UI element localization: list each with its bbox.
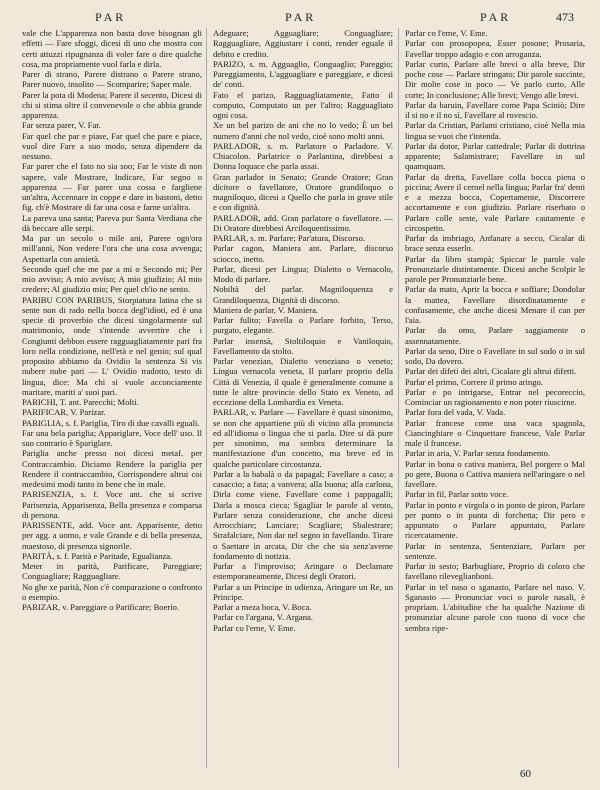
entry-paragraph: Parlar a la babalà o da papagal; Favellare a caso; a casaccio; a fata; a vanvera; alla buona; alla carlona, Dirla come viene. Favellare come i pappagalli; Darla a mosca cieca; Sgagliar le parole al vento, Parlare senza considerazione, che anche dicesi Arrocchiare; Lanciare; Scagliare; Sbalestrare; Strafalciare, Non dar nel segno in favellando. Tirare o Saettare in arcata, Dir che che sia senz'averne fondamento di notizia.: [213, 468, 393, 561]
entry-paragraph: La pareva una santa; Pareva pur Santa Verdiana che dà beccare alle serpi.: [22, 212, 202, 233]
entry-paragraph: Parlar co l'argana, V. Argana.: [213, 612, 313, 623]
entry-paragraph: PARIFICAR, V. Parizar.: [22, 407, 106, 418]
entry-paragraph: Parlar da omo, Parlare saggiamente o assennatamente.: [405, 325, 585, 346]
entry-paragraph: PARIZO, s. m. Agguaglio, Conguaglio; Pareggio; Pareggiamento, L'agguagliare e pareggiare, e dicesi de' conti.: [213, 58, 393, 90]
entry-paragraph: Parer di strano, Parere distrano o Parere strano, Parer nuovo, insolito — Scomparire; Saper male.: [22, 69, 202, 90]
entry-paragraph: Parlar fulito; Favella o Parlare forbito, Terso, purgato, elegante.: [213, 315, 393, 336]
entry-paragraph: Parlar co l'eme, V. Eme.: [213, 622, 296, 633]
entry-paragraph: Maniera de parlar, V. Maniera.: [213, 304, 319, 315]
entry-paragraph: Parlar el primo, Correre il primo aringo.: [405, 376, 543, 387]
entry-paragraph: Parlar fora del vada, V. Vada.: [405, 407, 506, 418]
entry-paragraph: Parlar da dretta, Favellare colla bocca piena o piccina; Avere il cernel nella lingua; Parlar fra' denti e a mezza bocca, Copertamente, Discorrere accortamente e con giudizio. Parlare riserbato o Parlare colle seste, vale Parlare cautamente e circospetto.: [405, 171, 585, 233]
entry-paragraph: Parlar da mato, Aprir la bocca e soffiare; Dondolar la mattea, Favellare disordinatamente e confusamente, che anche dicesi Menare il can per l'aia.: [405, 284, 585, 325]
entry-paragraph: Gran parlador in Senato; Grande Oratore; Gran dicitore o favellatore, Oratore grandiloquo o magniloquo, dicesi a Quello che parla in grave stile e con dignità.: [213, 171, 393, 213]
entry-paragraph: Pariglia anche presso noi dicesi metaf. per Contraccambio. Diciamo Rendere la pariglia per Rendere il contraccambio, Corrispondere altrui coi medesimi modi tanto in bene che in male.: [22, 448, 202, 489]
entry-paragraph: Parlar con prosopopea, Esser posone; Prosaria, Favellar troppo adagio e con arroganza.: [405, 38, 585, 59]
entry-paragraph: Adeguare; Agguagliare; Conguagliare; Ragguagliare, Aggiustare i conti, render eguale il debito e credito.: [213, 28, 393, 59]
header-right: PAR: [480, 10, 512, 24]
entry-paragraph: Parlar da baruin, Favellare come Papa Sciniò; Dire il si no e il no sì, Favellare al rovescio.: [405, 99, 585, 120]
column-rule-right: [398, 28, 399, 768]
entry-paragraph: Parlar curto, Parlare alle brevi o alla breve, Dir poche cose — Parlare stringato; Dir parole succinte, Dir molte cose in poco — Ve parlo curto, Alle corte; In conclusione; Alle brevi; Vengo alle brevi.: [405, 58, 585, 100]
entry-paragraph: Xe un bel parizo de ani che no lo vedo; È un bel numero d'anni che nol vedo, cioè sono molti anni.: [213, 120, 393, 141]
entry-paragraph: PARLAR, s. m. Parlare; Par'atura, Discorso.: [213, 233, 366, 243]
entry-paragraph: Parlar cagon, Maniera ant. Parlare, discorso sciocco, inetto.: [213, 243, 393, 264]
entry-paragraph: Nobiltà del parlar. Magniloquenza e Grandiloquenza, Dignità di discorso.: [213, 284, 393, 305]
entry-paragraph: PARLADOR, add. Gran parlatore o favellatore. — Di Oratore direbbesi Arciloquentissimo.: [213, 212, 393, 233]
entry-paragraph: PARITÀ, s. f. Parità e Paritade, Egualianza.: [22, 550, 173, 561]
entry-paragraph: Parlar a l'improviso; Aringare o Declamare estemporaneamente, Dicesi degli Oratori.: [213, 561, 393, 582]
entry-paragraph: PARLAR, v. Parlare — Favellare è quasi sinonimo, se non che appartiene più di vicino alla pronuncia ed all'idioma o lingua che si parla. Dire si dà pure per sinonimo, ma sembra determinare la manifestazione d'un concetto, ma breve ed in qualche particolare circostanza.: [213, 407, 393, 469]
entry-paragraph: Parlar in sesto; Barbugliare, Proprio di coloro che favellano rileveglianboni.: [405, 561, 585, 582]
entry-paragraph: Secondo quel che me par a mi o Secondo mi; Per mio avviso; A mio avviso; A mio giudizio; Al mio credere; Al giudizio mio; Per quel ch'io ne sento.: [22, 263, 202, 295]
entry-paragraph: Parlar a meza boca, V. Boca.: [213, 602, 312, 612]
entry-paragraph: Parlar in fil, Parlar sotto voce.: [405, 489, 509, 500]
header-center: PAR: [285, 10, 317, 24]
entry-paragraph: Far una bela pariglia; Appariglare, Voce dell' uso. Il suo contrario è Spariglare.: [22, 427, 202, 448]
running-header: [0, 10, 600, 28]
entry-paragraph: Parlar co l'eme, V. Eme.: [405, 28, 488, 38]
entry-paragraph: Parlar in ponto e virgola o in ponto de piron, Parlare per punto o in punta di forchetta; Dir pero e appuntato o Parlare appuntato, Parlare ricercatamente.: [405, 499, 585, 541]
entry-paragraph: PARIBU CON PARIBUS, Storpiatura latina che si sente non di rado nella bocca degl'idioti, ed è una specie di proverbio che dicesi singolarmente sul matrimonio, onde s'intende avvertire che i Congiunti debbon essere ragguagliatamente pari fra loro nella condizione, nell'età e nel genio; sul qual proposito abbiamo da Ovidio la sentenza Si vis nubere nube pari — L' Ovidio tradotto, testo di lingua, dice: Ma chi si vuole acconciamente maritare, mariti a' suoi pari.: [22, 294, 202, 397]
entry-paragraph: Parlar in bona o cativa maniera, Bel porgere o Mal po gere, Buona o Cattiva maniera nell'aringare o nel favellare.: [405, 458, 585, 489]
entry-paragraph: Parlar da Cristian, Parlami cristiano, cioè Nella mia lingua se vuoi che t'intenda.: [405, 120, 585, 141]
entry-paragraph: Parlar da libro stampà; Spiccar le parole vale Pronunziarle distintamente. Dicesi anche Scolpir le parole per Pronunziarle bene.: [405, 253, 585, 284]
entry-paragraph: Parlar francese come una vaca spagnola, Ciancinghiare o Cinquettare francese, Vale Parlar male il francese.: [405, 417, 585, 448]
entry-paragraph: Parlar in aria, V. Parlar senza fondamento.: [405, 448, 551, 459]
entry-paragraph: No ghe xe parità, Non c'è comparazione o confronto o esempio.: [22, 581, 202, 602]
signature-mark: 60: [520, 768, 531, 780]
entry-paragraph: Parlar venezian, Dialetto veneziano o veneto; Lingua vernacola veneta, Il parlare proprio della Città di Venezia, il quale è generalmente comune a tutte le altre provincie dello Stato ex Veneto, ad eccezione della Lombardia ex Veneta.: [213, 356, 393, 407]
entry-paragraph: vale che L'apparenza non basta dove bisognan gli effetti — Fare sfoggi, dicesi di uno che mostra con certi attuzzi ripugnanza di voler fare o dire qualche cosa, ma propriamente vuol farla e dirla.: [22, 28, 202, 69]
entry-paragraph: Parlar da dotor, Parlar cattedrale; Parlar di dottrina apparente; Salamistrare; Favellare in sul quamquam.: [405, 140, 585, 172]
entry-paragraph: Far senza parer, V. Far.: [22, 120, 101, 131]
column-right: [405, 28, 585, 778]
column-center: [213, 28, 393, 778]
entry-paragraph: PARIZAR, v. Pareggiare o Parificare; Boerio.: [22, 602, 180, 612]
entry-paragraph: Fato el parizo, Ragguagliatamente, Fatto il computo, Computato un per l'altro; Ragguagliato ogni cosa.: [213, 89, 393, 120]
entry-paragraph: PARISSENTE, add. Voce ant. Apparisente, detto per agg. a uomo, e vale Grande e di bella presenza, maestoso, di presenza signorile.: [22, 520, 202, 551]
entry-paragraph: Meter in parità, Parificare, Pareggiare; Conguagliare; Ragguagliare.: [22, 561, 202, 582]
entry-paragraph: Parer la pota di Modena; Parere il secento, Dicesi di chi si stima oltre il convenevole o che abbia grande apparenza.: [22, 89, 202, 120]
entry-paragraph: Parlar da seno, Dire o Favellare in sul sodo o in sul sodo, Da dovero.: [405, 345, 585, 366]
entry-paragraph: Far parer che el fato no sia soo; Far le viste di non sapere, vale Mostrare, Indicare, Far segno o apparenza — Far parer una cossa e fargliene un'altra, Accennare in coppe e dare in bastoni, detto fig. ch'è Mostrare di far una cosa e farne un'altra.: [22, 161, 202, 213]
entry-paragraph: Parlar da imbriago, Anfanare a secco, Cicalar di brace senza esserlo.: [405, 233, 585, 254]
entry-paragraph: Parlar a un Principe in udienza, Aringare un Re, un Principe.: [213, 581, 393, 602]
column-rule-left: [206, 28, 207, 768]
entry-paragraph: PARISENZIA, s. f. Voce ant. che si scrive Parisenzia, Apparisenza, Bella presenza e comparsa di persona.: [22, 489, 202, 520]
entry-paragraph: Parlar dei difeti dei altri, Cicalare gli altrui difetti.: [405, 366, 577, 377]
entry-paragraph: Parlar in sentenza, Sentenziare, Parlare per sentenze.: [405, 540, 585, 561]
entry-paragraph: Ma par un secolo o mile ani, Parere ogn'ora mill'anni, Non vedere l'ora che una cosa avvenga; Aspettarla con ansietà.: [22, 233, 202, 264]
column-left: [22, 28, 202, 778]
entry-paragraph: Far quel che par e piase, Far quel che pare e piace, vuol dire Fare a suo modo, senza dipendere da nessuno.: [22, 130, 202, 161]
entry-paragraph: Parlar, dicesi per Lingua; Dialetto o Vernacolo, Modo di parlare.: [213, 263, 393, 284]
entry-paragraph: Parlar e po intrigarse, Entrar nel pecoreccio, Cominciar un ragionamento e non poter riuscirne.: [405, 386, 585, 407]
entry-paragraph: PARIGLIA, s. f. Pariglia, Tiro di due cavalli eguali.: [22, 417, 200, 428]
page-number: 473: [556, 10, 574, 24]
entry-paragraph: Parlar in tel naso o sganasto, Parlare nel naso. V. Sganasto — Pronunciar voci o parole nasali, è propriam. L'abitudine che ha qualche Nazione di pronunziar alcune parole con tuono di voce che sembra ripe-: [405, 581, 585, 633]
entry-paragraph: Parlar insensà, Stoltiloquio e Vaniloquio, Favellamento da stolto.: [213, 335, 393, 356]
entry-paragraph: PARICHI, T. ant. Parecchi; Molti.: [22, 397, 139, 407]
header-left: PAR: [95, 10, 127, 24]
entry-paragraph: PARLADOR, s. m. Parlatore o Parladore. V. Chiacolon. Parlatrice o Parlantina, direbbesi a Donna loquace che parla assai.: [213, 140, 393, 172]
